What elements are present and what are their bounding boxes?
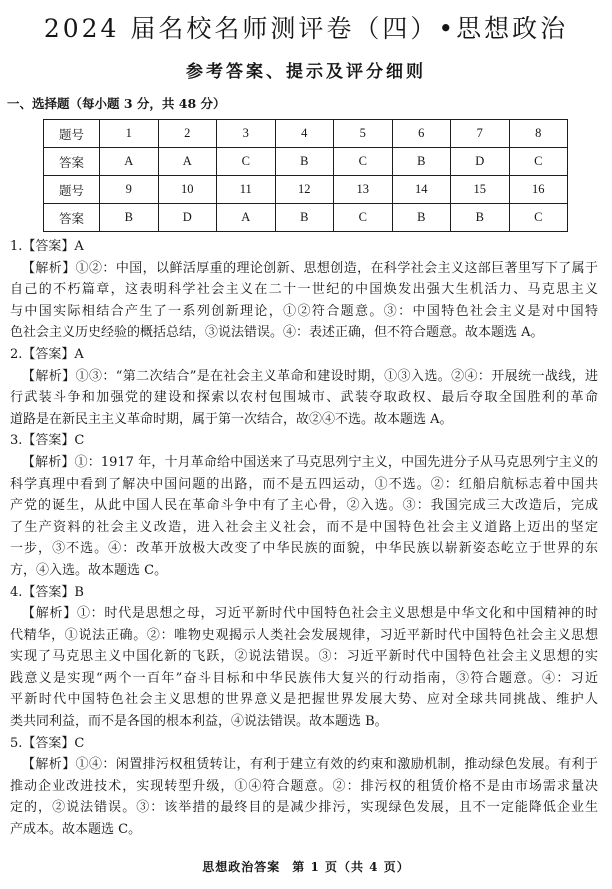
answer-line bbox=[10, 733, 598, 755]
answer-key-cell: B bbox=[275, 204, 334, 232]
answer-line bbox=[10, 236, 598, 258]
answer-key-cell: B bbox=[451, 204, 510, 232]
answer-key-table bbox=[43, 119, 568, 232]
question-number-cell: 14 bbox=[392, 176, 451, 204]
analysis-tag: 【解析】 bbox=[22, 606, 77, 622]
explanation-item bbox=[10, 344, 598, 430]
answer-line bbox=[10, 430, 598, 452]
table-row bbox=[44, 148, 568, 176]
question-number-cell: 6 bbox=[392, 120, 451, 148]
question-number-cell: 1 bbox=[100, 120, 159, 148]
answer-tag: 【答案】 bbox=[22, 735, 75, 751]
analysis-text-line bbox=[10, 754, 598, 776]
analysis-text-line: 代精华，①说法正确。②：唯物史观揭示人类社会发展规律，习近平新时代中国特色社会主义思想 bbox=[10, 627, 598, 643]
analysis-text-line: 产成本。故本题选 C。 bbox=[10, 822, 142, 838]
analysis-text-line bbox=[10, 258, 598, 280]
table-row bbox=[44, 120, 568, 148]
answer-line bbox=[10, 344, 598, 366]
document-subtitle: 参考答案、提示及评分细则 bbox=[186, 62, 426, 82]
answer-key-cell: B bbox=[392, 204, 451, 232]
question-number: 1. bbox=[10, 239, 23, 254]
question-number-cell: 4 bbox=[275, 120, 334, 148]
answer-tag: 【答案】 bbox=[22, 346, 75, 362]
analysis-text-line: 践意义是实现“两个一百年”奋斗目标和中华民族伟大复兴的行动指南，③符合题意。④：习近 bbox=[10, 670, 598, 686]
analysis-text-line bbox=[10, 452, 598, 474]
answer-key-cell: C bbox=[217, 148, 276, 176]
answer-key-cell: C bbox=[509, 148, 568, 176]
answer-tag: 【答案】 bbox=[22, 584, 75, 600]
table-row bbox=[44, 204, 568, 232]
question-number-cell: 9 bbox=[100, 176, 159, 204]
analysis-text: ①②：中国，以鲜活厚重的理论创新、思想创造，在科学社会主义这部巨著里写下了属于 bbox=[75, 260, 598, 276]
analysis-text-line: 实现了马克思主义中国化新的飞跃，②说法错误。③：习近平新时代中国特色社会主义思想的实 bbox=[10, 649, 598, 665]
answer-letter: B bbox=[74, 584, 84, 600]
section-heading: 一、选择题（每小题 3 分，共 48 分） bbox=[7, 96, 226, 111]
answer-key-cell: C bbox=[334, 148, 393, 176]
table-row bbox=[44, 176, 568, 204]
answer-key-cell: A bbox=[217, 204, 276, 232]
analysis-text-line: 与中国实际相结合产生了一系列创新理论，①②符合题意。③：中国特色社会主义是对中国特 bbox=[10, 303, 598, 319]
row-label-answer: 答案 bbox=[44, 204, 100, 232]
analysis-tag: 【解析】 bbox=[22, 260, 76, 276]
row-label-answer: 答案 bbox=[44, 148, 100, 176]
answer-tag: 【答案】 bbox=[22, 433, 75, 449]
analysis-text: ①：1917 年，十月革命给中国送来了马克思列宁主义，中国先进分子从马克思列宁主义的 bbox=[74, 454, 598, 470]
answer-letter: A bbox=[74, 239, 84, 254]
analysis-tag: 【解析】 bbox=[22, 757, 76, 773]
analysis-text: ①：时代是思想之母，习近平新时代中国特色社会主义思想是中华文化和中国精神的时 bbox=[76, 606, 598, 622]
question-number: 3. bbox=[10, 433, 23, 449]
analysis-text-line: 自己的不朽篇章，这表明科学社会主义在二十一世纪的中国焕发出强大生机活力、马克思主义 bbox=[10, 282, 598, 298]
analysis-text-line: 道路是在新民主主义革命时期，属于第一次结合，故②④不选。故本题选 A。 bbox=[10, 411, 453, 427]
explanation-item bbox=[10, 430, 598, 581]
question-number-cell: 12 bbox=[275, 176, 334, 204]
analysis-text-line: 色社会主义历史经验的概括总结，③说法错误。④：表述正确，但不符合题意。故本题选 A。 bbox=[10, 325, 544, 341]
question-number-cell: 7 bbox=[451, 120, 510, 148]
answer-key-cell: A bbox=[100, 148, 159, 176]
analysis-text-line: 定的，②说法错误。③：该举措的最终目的是减少排污，实现绿色发展，且不一定能降低企业生 bbox=[10, 800, 598, 816]
analysis-text-line bbox=[10, 366, 598, 388]
question-number-cell: 8 bbox=[509, 120, 568, 148]
answer-key-cell: B bbox=[275, 148, 334, 176]
question-number-cell: 10 bbox=[158, 176, 217, 204]
answer-key-cell: B bbox=[100, 204, 159, 232]
analysis-text-line: 产党的诞生，从此中国人民在革命斗争中有了主心骨，②入选。③：我国完成三大改造后，完成 bbox=[10, 498, 598, 514]
row-label-question-no: 题号 bbox=[44, 176, 100, 204]
answer-key-cell: C bbox=[509, 204, 568, 232]
analysis-text-line: 了生产资料的社会主义改造，进入社会主义社会，而不是中国特色社会主义道路上迈出的坚定 bbox=[10, 519, 598, 535]
question-number: 5. bbox=[10, 735, 23, 751]
analysis-text-line: 行武装斗争和加强党的建设和探索以农村包围城市、武装夺取政权、最后夺取全国胜利的革命 bbox=[10, 390, 598, 406]
answer-key-cell: A bbox=[158, 148, 217, 176]
analysis-text: ①④：闲置排污权租赁转让，有利于建立有效的约束和激励机制，推动绿色发展。有利于 bbox=[75, 757, 598, 773]
answer-line bbox=[10, 582, 598, 604]
question-number-cell: 5 bbox=[334, 120, 393, 148]
analysis-tag: 【解析】 bbox=[22, 368, 76, 384]
page-footer bbox=[0, 858, 612, 876]
question-number-cell: 15 bbox=[451, 176, 510, 204]
analysis-text-line: 类共同利益，而不是各国的根本利益，④说法错误。故本题选 B。 bbox=[10, 714, 388, 730]
question-number: 4. bbox=[10, 584, 23, 600]
answer-key-cell: D bbox=[158, 204, 217, 232]
question-number-cell: 2 bbox=[158, 120, 217, 148]
analysis-text-line: 方，④入选。故本题选 C。 bbox=[10, 562, 168, 578]
question-number-cell: 3 bbox=[217, 120, 276, 148]
explanation-item bbox=[10, 236, 598, 344]
answer-key-cell: B bbox=[392, 148, 451, 176]
analysis-text-line: 推动企业改进技术，实现转型升级，①④符合题意。②：排污权的租赁价格不是由市场需求量决 bbox=[10, 778, 598, 794]
explanation-item bbox=[10, 582, 598, 733]
answer-letter: C bbox=[74, 433, 85, 449]
answer-letter: C bbox=[74, 735, 85, 751]
answer-letter: A bbox=[74, 346, 84, 362]
question-number: 2. bbox=[10, 346, 23, 362]
question-number-cell: 16 bbox=[509, 176, 568, 204]
question-number-cell: 11 bbox=[217, 176, 276, 204]
explanation-item bbox=[10, 733, 598, 841]
answer-key-cell: D bbox=[451, 148, 510, 176]
analysis-text-line: 一步，③不选。④：改革开放极大改变了中华民族的面貌，中华民族以崭新姿态屹立于世界的东 bbox=[10, 541, 598, 557]
question-number-cell: 13 bbox=[334, 176, 393, 204]
analysis-text-line: 科学真理中看到了解决中国问题的出路，而不是五四运动，①不选。②：红船启航标志着中国共 bbox=[10, 476, 598, 492]
page-number: 第 1 页（共 4 页） bbox=[292, 860, 410, 874]
analysis-tag: 【解析】 bbox=[22, 454, 75, 470]
analysis-text-line bbox=[10, 603, 598, 625]
document-title: 2024 届名校名师测评卷（四）•思想政治 bbox=[43, 14, 569, 43]
answer-key-cell: C bbox=[334, 204, 393, 232]
analysis-text: ①③：“第二次结合”是在社会主义革命和建设时期，①③入选。②④：开展统一战线，进 bbox=[75, 368, 598, 384]
answer-tag: 【答案】 bbox=[22, 239, 75, 254]
analysis-text-line: 平新时代中国特色社会主义思想的世界意义是把握世界发展大势、应对全球共同挑战、维护人 bbox=[10, 692, 598, 708]
footer-subject: 思想政治答案 bbox=[202, 860, 281, 874]
row-label-question-no: 题号 bbox=[44, 120, 100, 148]
explanations-list bbox=[10, 236, 598, 841]
